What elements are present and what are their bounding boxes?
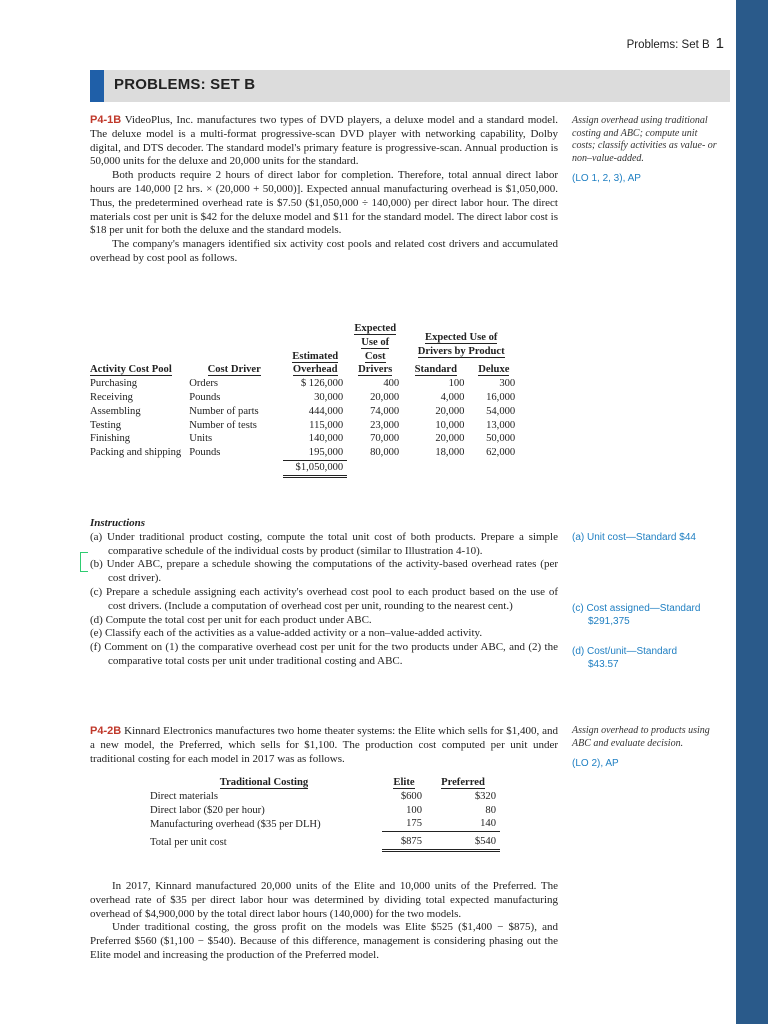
problem-p42b-text <box>90 725 558 766</box>
cell-standard: 10,000 <box>435 419 465 431</box>
p41b-instructions <box>90 517 558 669</box>
cell-pool: Receiving <box>90 391 133 403</box>
answer-note-c <box>572 603 722 628</box>
cell-driver: Number of tests <box>189 419 257 431</box>
instruction-d: (d) Compute the total cost per unit for each product under ABC. <box>90 613 372 626</box>
running-head <box>627 35 724 52</box>
page-number: 1 <box>715 35 724 52</box>
cell-deluxe: 16,000 <box>486 391 516 403</box>
cell-preferred: $320 <box>474 790 496 802</box>
cell-driver: Number of parts <box>189 405 259 417</box>
cell-preferred: 140 <box>426 817 500 831</box>
cell-use: 70,000 <box>370 433 400 445</box>
activity-cost-table <box>86 322 519 478</box>
instruction-e: (e) Classify each of the activities as a value-added activity or a non–value-added activity. <box>90 627 483 640</box>
cell-use: 20,000 <box>370 391 400 403</box>
p41b-learning-objectives: (LO 1, 2, 3), AP <box>572 173 641 185</box>
instruction-b: (b) Under ABC, prepare a schedule showing the computations of the activity-based overhead rates (per cost driver). <box>90 558 558 585</box>
answer-a: (a) Unit cost—Standard $44 <box>572 532 696 543</box>
cell-standard: 20,000 <box>435 433 465 445</box>
section-title: PROBLEMS: SET B <box>114 76 256 93</box>
col-expected-use: Expected Use of Cost Drivers <box>354 323 397 376</box>
cell-standard: 18,000 <box>435 447 465 459</box>
answer-c-value: $291,375 <box>588 615 630 627</box>
edit-bracket-mark <box>80 552 88 572</box>
cell-overhead: 444,000 <box>308 405 344 417</box>
col-use-by-product: Expected Use of Drivers by Product <box>417 332 505 357</box>
cell-standard: 4,000 <box>440 391 465 403</box>
traditional-costing-table <box>146 776 500 852</box>
problem-p41b-text <box>90 114 558 266</box>
table-row <box>86 432 519 446</box>
answer-note-a <box>572 532 722 545</box>
cell-use: 23,000 <box>370 419 400 431</box>
p42b-learning-objectives: (LO 2), AP <box>572 758 619 770</box>
cell-pool: Purchasing <box>90 378 138 390</box>
cell-total-elite: $875 <box>382 832 426 851</box>
cell-overhead: 30,000 <box>314 391 344 403</box>
page-edge-bar <box>736 0 768 1024</box>
cell-deluxe: 13,000 <box>486 419 516 431</box>
table-total-row <box>86 460 519 476</box>
cell-use: 400 <box>383 378 400 390</box>
p42b-para2: In 2017, Kinnard manufactured 20,000 units of the Elite and 10,000 units of the Preferred. The overhead rate of $35 per direct labor hour was determined by dividing total expected manufacturing overhead of $4,900,000 by the total direct labor hours (140,000) for the two models. <box>90 880 558 920</box>
cell-elite: 100 <box>406 804 422 816</box>
section-banner <box>90 70 730 102</box>
answer-c-label: (c) Cost assigned—Standard <box>572 603 701 614</box>
table-row <box>146 790 500 804</box>
cell-use: 74,000 <box>370 405 400 417</box>
table-row <box>86 446 519 460</box>
col-elite: Elite <box>393 777 415 788</box>
cell-deluxe: 54,000 <box>486 405 516 417</box>
p42b-para1-text: Kinnard Electronics manufactures two home theater systems: the Elite which sells for $1,400, and a new model, the Preferred, which sells for $1,100. The production cost computed per unit under traditional costing for each model in 2017 was as follows. <box>90 725 559 765</box>
col-activity-pool: Activity Cost Pool <box>90 364 172 376</box>
cell-overhead: 195,000 <box>283 446 347 460</box>
cell-preferred: 80 <box>485 804 496 816</box>
cell-driver: Pounds <box>189 447 221 459</box>
p42b-text-continued <box>90 880 558 963</box>
cell-total-label: Total per unit cost <box>150 836 227 848</box>
cell-driver: Units <box>189 433 213 445</box>
cell-standard: 20,000 <box>435 405 465 417</box>
instruction-c: (c) Prepare a schedule assigning each activity's overhead cost pool to each product based on the use of cost drivers. (Include a computation of overhead cost per unit, rounding to the nearest cent.) <box>90 585 558 612</box>
cell-pool: Testing <box>90 419 122 431</box>
cell-total-preferred: $540 <box>426 832 500 851</box>
cell-overhead: 140,000 <box>308 433 344 445</box>
cell-pool: Assembling <box>90 405 141 417</box>
answer-d-label: (d) Cost/unit—Standard <box>572 646 678 657</box>
table-row <box>146 804 500 818</box>
col-cost-driver: Cost Driver <box>207 364 261 376</box>
p42b-id: P4-2B <box>90 725 122 737</box>
p41b-para1 <box>90 114 558 169</box>
banner-accent <box>90 70 104 102</box>
total-overhead: $1,050,000 <box>283 460 347 476</box>
p41b-para3: The company's managers identified six activity cost pools and related cost drivers and accumulated overhead by cost pool as follows. <box>90 238 558 264</box>
cell-label: Manufacturing overhead ($35 per DLH) <box>150 818 321 830</box>
cell-pool: Packing and shipping <box>90 447 182 459</box>
cell-elite: $600 <box>400 790 422 802</box>
table-row <box>86 377 519 391</box>
cell-deluxe: 50,000 <box>486 433 516 445</box>
cell-deluxe: 62,000 <box>486 447 516 459</box>
p41b-para2: Both products require 2 hours of direct labor for completion. Therefore, total annual direct labor hours are 140,000 [2 hrs. × (20,000 + 50,000)]. Expected annual manufacturing overhead is $1,050,000. Thus, the predetermined overhead rate is $7.50 ($1,050,000 ÷ 140,000) per direct labor hour. The direct materials cost per unit is $42 for the deluxe model and $11 for the standard model. The direct labor cost is $18 per unit for both the deluxe and the standard models. <box>90 169 558 237</box>
table-row <box>146 817 500 831</box>
cell-deluxe: 300 <box>499 378 516 390</box>
p42b-para3: Under traditional costing, the gross profit on the models was Elite $525 ($1,400 − $875), and Preferred $560 ($1,100 − $540). Because of this difference, management is considering phasing out the Elite model and increasing the production of the Preferred model. <box>90 921 558 961</box>
cell-driver: Orders <box>189 378 219 390</box>
col-traditional-costing: Traditional Costing <box>219 777 309 788</box>
cell-driver: Pounds <box>189 391 221 403</box>
col-standard: Standard <box>414 364 458 376</box>
p42b-margin-note <box>572 725 722 771</box>
cell-label: Direct labor ($20 per hour) <box>150 804 265 816</box>
answer-d-value: $43.57 <box>588 658 619 670</box>
instruction-f: (f) Comment on (1) the comparative overhead cost per unit for the two products under ABC, and (2) the comparative total costs per unit under traditional costing and ABC. <box>90 641 558 667</box>
instructions-title: Instructions <box>90 517 146 529</box>
p41b-para1-text: VideoPlus, Inc. manufactures two types of DVD players, a deluxe model and a standard model. The deluxe model is a multi-format progressive-scan DVD player with networking capability, Dolby digital, and DTS decoder. The standard model's primary feature is progressive-scan. Annual production is 50,000 units for the deluxe and 20,000 units for the standard. <box>90 114 558 168</box>
p41b-margin-desc: Assign overhead using traditional costing and ABC; compute unit costs; classify activities as value- or non–value-added. <box>572 115 717 164</box>
p42b-para1 <box>90 725 558 766</box>
p41b-margin-note <box>572 115 722 186</box>
col-estimated-overhead: Estimated Overhead <box>292 350 339 376</box>
table-total-row <box>146 832 500 851</box>
cell-standard: 100 <box>448 378 465 390</box>
cell-pool: Finishing <box>90 433 131 445</box>
instruction-a: (a) Under traditional product costing, compute the total unit cost of both products. Prepare a simple comparative schedule of the individual costs by product (similar to Illustration 4-10). <box>90 530 558 557</box>
answer-note-d <box>572 646 722 671</box>
table-row <box>86 419 519 433</box>
p41b-id: P4-1B <box>90 114 122 126</box>
table-row <box>86 405 519 419</box>
col-preferred: Preferred <box>441 777 485 788</box>
cell-label: Direct materials <box>150 790 218 802</box>
cell-use: 80,000 <box>370 447 400 459</box>
p42b-margin-desc: Assign overhead to products using ABC and evaluate decision. <box>572 725 710 749</box>
table-row <box>86 391 519 405</box>
cell-elite: 175 <box>382 817 426 831</box>
cell-overhead: $ 126,000 <box>300 378 344 390</box>
col-deluxe: Deluxe <box>478 364 510 376</box>
running-head-text: Problems: Set B <box>626 39 710 51</box>
cell-overhead: 115,000 <box>309 419 344 431</box>
